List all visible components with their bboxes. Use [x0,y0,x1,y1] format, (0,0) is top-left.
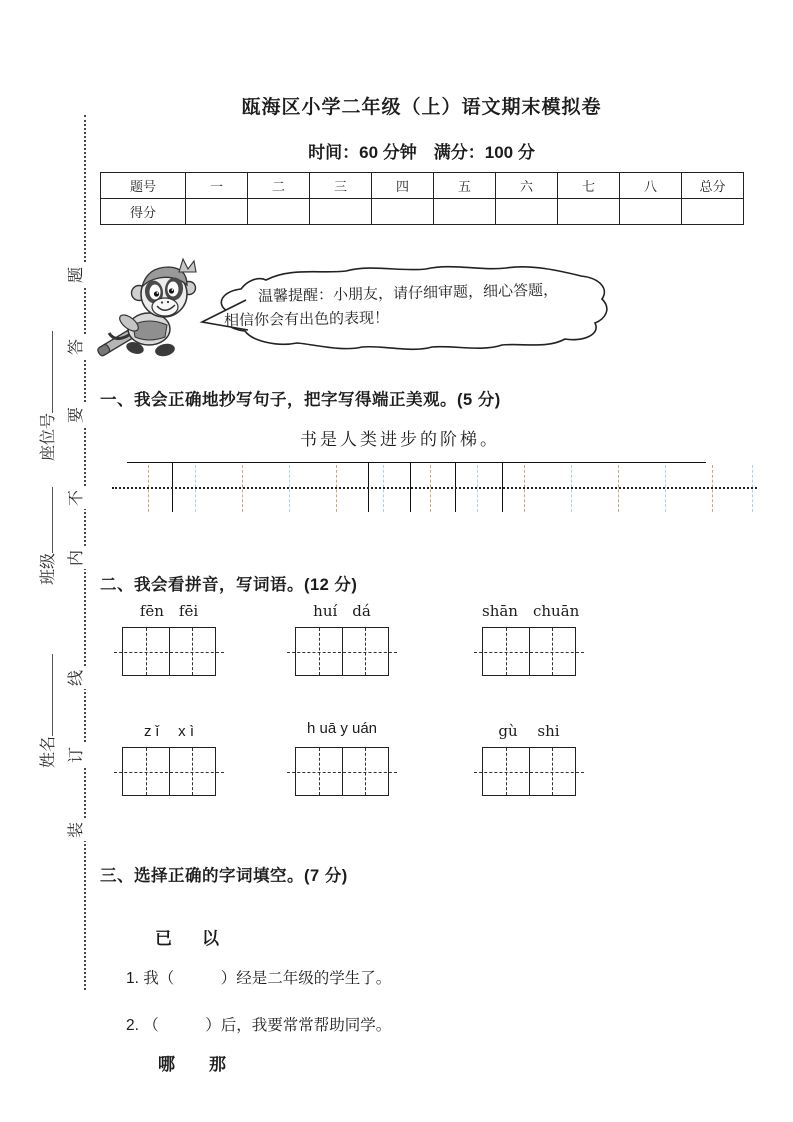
binding-char: 题 [66,264,88,286]
writing-boxes [122,747,216,796]
pinyin-label: shān chuān [482,602,580,620]
score-row-header: 得分 [101,199,186,225]
pinyin-label: fēn fēi [139,602,199,620]
seat-number-blank [38,331,53,413]
section-one-heading: 一、我会正确地抄写句子，把字写得端正美观。(5 分) [100,391,501,409]
col-header: 一 [186,173,248,199]
col-header: 八 [620,173,682,199]
seat-number-label: 座位号 [40,412,57,461]
name-label: 姓名 [40,735,57,768]
binding-char: 线 [66,667,88,689]
writing-boxes [482,747,576,796]
pinyin-word-item [482,720,576,796]
choice-char: 那 [209,1055,226,1074]
score-cell [186,199,248,225]
binding-char: 不 [66,487,88,509]
pinyin-word-item [295,720,389,796]
score-cell [372,199,434,225]
reminder-speech-bubble [196,262,614,354]
pinyin-label: gù shi [498,722,560,740]
handwriting-strip [112,460,757,512]
score-cell [496,199,558,225]
reminder-text-line2: 相信你会有出色的表现！ [223,308,390,330]
col-header: 六 [496,173,558,199]
binding-char: 订 [66,744,88,766]
pinyin-word-item [295,600,389,676]
page-title: 瓯海区小学二年级（上）语文期末模拟卷 [241,97,602,118]
strip-top-line [127,462,706,463]
class-field [38,479,60,585]
name-field [38,644,60,768]
col-header: 三 [310,173,372,199]
pinyin-word-item [122,720,216,796]
class-label: 班级 [40,552,57,585]
writing-boxes [295,747,389,796]
score-cell [434,199,496,225]
reminder-text-line1: 温馨提醒：小朋友，请仔细审题，细心答题， [257,280,559,306]
choice-char: 哪 [158,1055,175,1074]
binding-char: 要 [66,404,88,426]
exam-meta: 时间：60 分钟 满分：100 分 [308,143,535,162]
fill-blank-question-2: 2. （ ）后，我要常常帮助同学。 [126,1017,392,1034]
class-blank [38,487,53,553]
col-header: 五 [434,173,496,199]
binding-char: 答 [66,336,88,358]
score-table-score-row [101,199,744,225]
fill-blank-question-1: 1. 我（ ）经是二年级的学生了。 [126,970,392,987]
strip-mid-dotted-line [112,487,757,489]
choice-char: 已 [155,929,172,948]
score-cell [248,199,310,225]
score-cell [620,199,682,225]
score-table [100,172,744,225]
binding-char: 装 [66,819,88,841]
writing-boxes [122,627,216,676]
section-two-heading: 二、我会看拼音，写词语。(12 分) [100,576,358,594]
seat-number-field [38,309,60,461]
writing-boxes [295,627,389,676]
binding-char: 内 [66,547,88,569]
pinyin-label: h uā y uán [306,720,378,737]
col-header: 四 [372,173,434,199]
col-header: 七 [558,173,620,199]
pinyin-label: z ǐ x ì [143,723,194,740]
pinyin-word-item [122,600,216,676]
word-choice-pair [158,1050,226,1075]
section-three-heading: 三、选择正确的字词填空。(7 分) [100,867,348,885]
writing-boxes [482,627,576,676]
score-cell [310,199,372,225]
name-blank [38,654,53,736]
col-header: 二 [248,173,310,199]
pinyin-word-item [482,600,580,676]
score-cell [682,199,744,225]
score-table-header-row [101,173,744,199]
score-cell [558,199,620,225]
total-score-header: 总分 [682,173,744,199]
question-number-header: 题号 [101,173,186,199]
word-choice-pair [155,924,219,949]
sentence-to-copy: 书是人类进步的阶梯。 [300,430,500,450]
pinyin-label: huí dá [313,602,371,620]
choice-char: 以 [202,929,219,948]
